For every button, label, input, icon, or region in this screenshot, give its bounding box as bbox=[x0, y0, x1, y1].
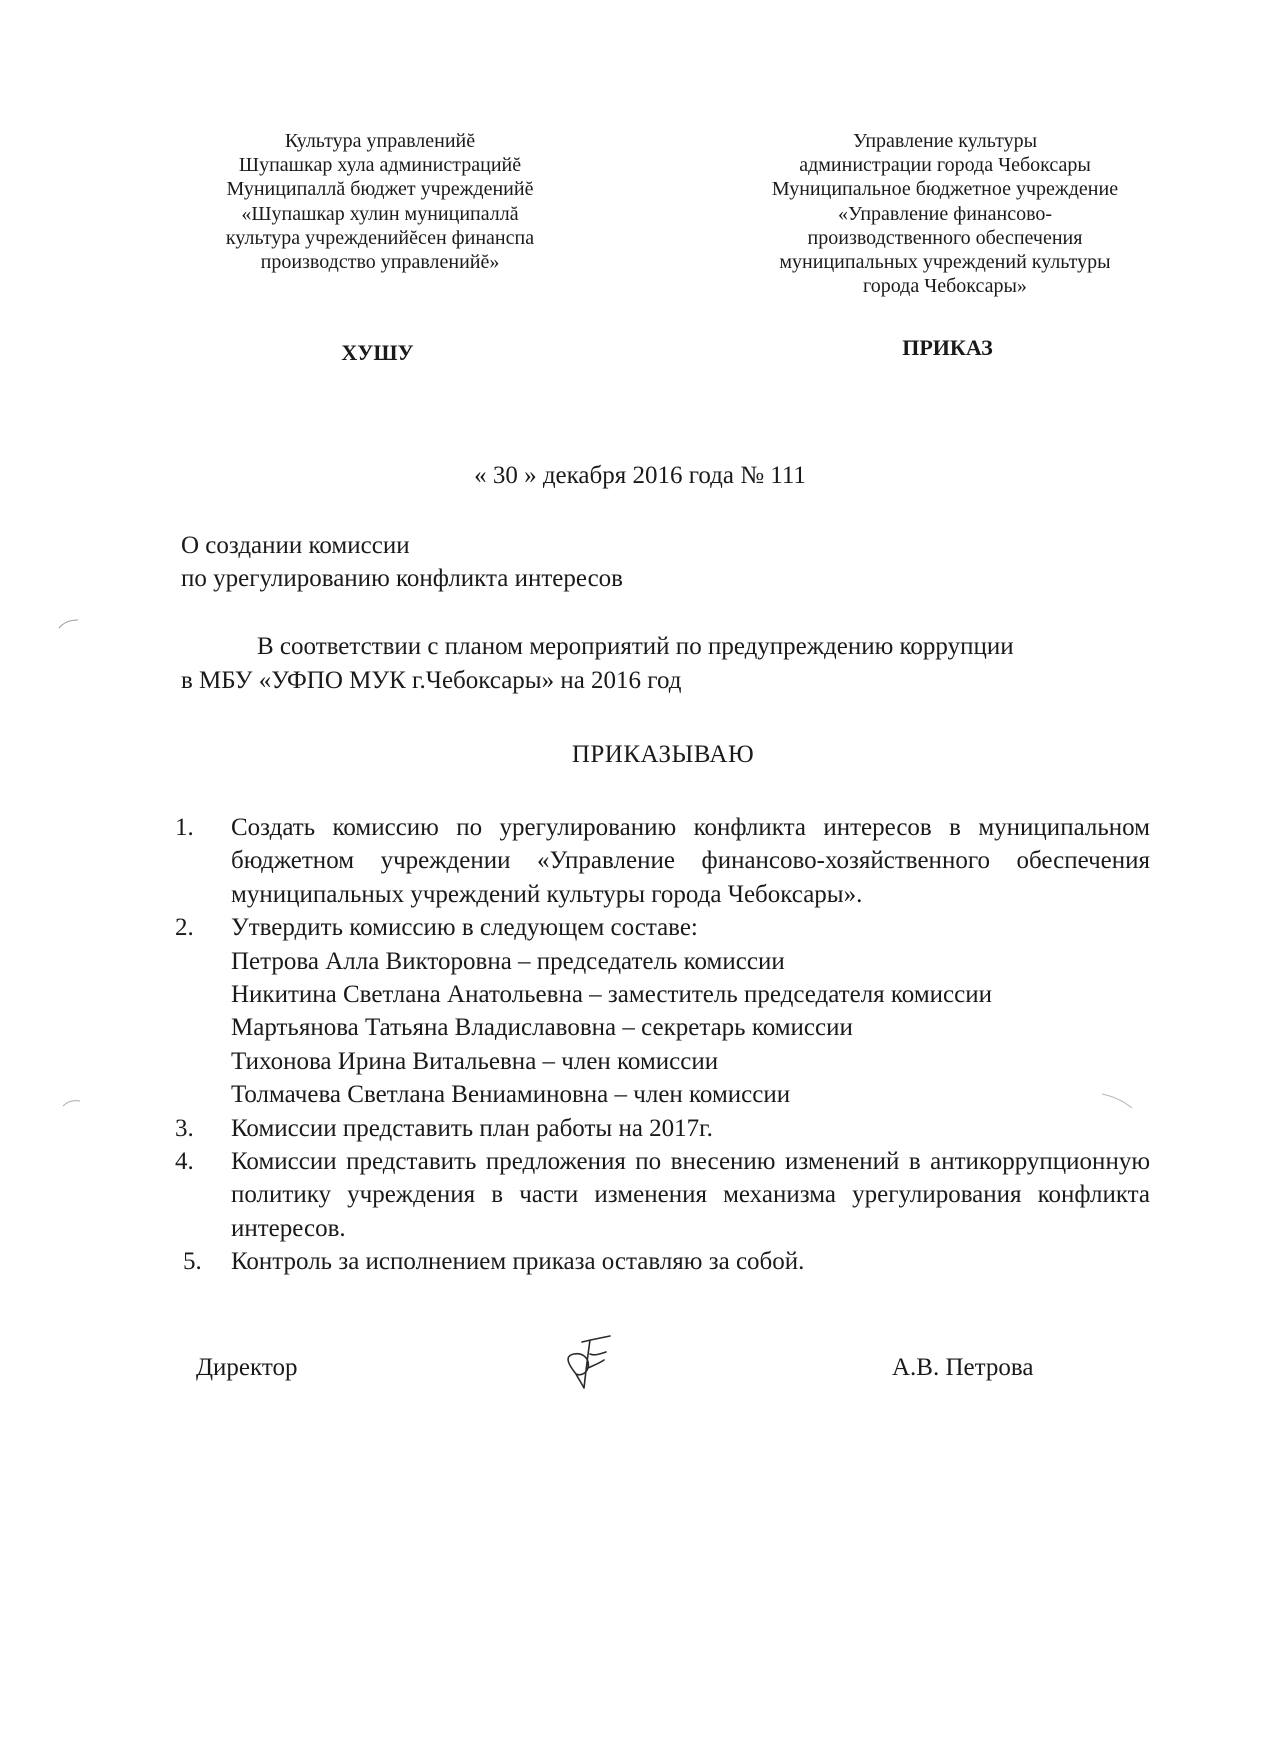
header-line: города Чебоксары» bbox=[863, 275, 1027, 298]
header-line: производственного обеспечения bbox=[807, 226, 1083, 249]
document-type-chuvash: ХУШУ bbox=[341, 340, 414, 365]
preamble bbox=[181, 630, 1151, 698]
header-line: Управление культуры bbox=[852, 130, 1038, 152]
subject-line: по урегулированию конфликта интересов bbox=[181, 565, 623, 592]
header-line: «Шупашкар хулин муниципаллă bbox=[241, 202, 519, 225]
scan-artifact bbox=[62, 1098, 82, 1108]
item-text: Комиссии представить предложения по внесению изменений в антикоррупционную политику учреждения в части изменения механизма урегулирования конфликта интересов. bbox=[231, 1148, 1150, 1242]
item-number: 4. bbox=[175, 1148, 194, 1176]
item-number: 1. bbox=[175, 814, 194, 841]
subject-line: О создании комиссии bbox=[181, 532, 410, 559]
signature-block bbox=[0, 1348, 1275, 1388]
item-number: 3. bbox=[175, 1114, 194, 1142]
handwritten-signature bbox=[560, 1334, 620, 1392]
signer-name: А.В. Петрова bbox=[892, 1354, 1034, 1381]
commission-member: Тихонова Ирина Витальевна – член комиссии bbox=[231, 1047, 719, 1075]
item-text: Утвердить комиссию в следующем составе: bbox=[231, 914, 698, 942]
header-line: Муниципальное бюджетное учреждение bbox=[771, 178, 1119, 201]
scan-artifact bbox=[1100, 1090, 1134, 1110]
document-date-number: « 30 » декабря 2016 года № 111 bbox=[474, 462, 806, 489]
list-item bbox=[175, 1112, 1150, 1145]
commission-member: Петрова Алла Викторовна – председатель комиссии bbox=[231, 947, 785, 975]
item-text: Комиссии представить план работы на 2017г. bbox=[231, 1114, 713, 1142]
header-russian-block bbox=[700, 129, 1190, 298]
list-item bbox=[175, 1145, 1150, 1245]
order-heading: ПРИКАЗЫВАЮ bbox=[571, 741, 755, 768]
item-number: 5. bbox=[183, 1248, 202, 1276]
commission-member: Толмачева Светлана Вениаминовна – член комиссии bbox=[231, 1081, 791, 1109]
header-line: муниципальных учреждений культуры bbox=[779, 251, 1111, 274]
document-subject bbox=[181, 529, 623, 595]
header-line: Культура управленийĕ bbox=[284, 130, 476, 152]
scan-artifact bbox=[58, 618, 80, 630]
header-line: Шупашкар хула администрацийĕ bbox=[238, 154, 522, 177]
item-text: Создать комиссию по урегулированию конфликта интересов в муниципальном бюджетном учреждении «Управление финансово-хозяйственного обеспечения муниципальных учреждений культуры города Чебоксары». bbox=[231, 814, 1150, 908]
document-type-russian: ПРИКАЗ bbox=[902, 335, 993, 360]
item-number: 2. bbox=[175, 914, 194, 942]
header-line: производство управленийĕ» bbox=[260, 251, 500, 274]
header-line: администрации города Чебоксары bbox=[799, 154, 1091, 177]
order-items-list bbox=[175, 811, 1150, 1279]
header-line: «Управление финансово- bbox=[837, 202, 1053, 225]
commission-member: Мартьянова Татьяна Владиславовна – секретарь комиссии bbox=[231, 1014, 853, 1042]
item-text: Контроль за исполнением приказа оставляю за собой. bbox=[231, 1248, 805, 1276]
signer-position: Директор bbox=[196, 1354, 298, 1381]
header-line: Муниципаллă бюджет учрежденийĕ bbox=[226, 178, 534, 201]
header-chuvash-block bbox=[170, 129, 590, 274]
list-item bbox=[175, 811, 1150, 911]
header-line: культура учрежденийĕсен финанспа bbox=[225, 226, 535, 249]
list-item bbox=[175, 911, 1150, 1111]
preamble-line: В соответствии с планом мероприятий по предупреждению коррупции bbox=[257, 633, 1014, 660]
commission-member: Никитина Светлана Анатольевна – заместитель председателя комиссии bbox=[231, 981, 992, 1009]
list-item bbox=[175, 1245, 1150, 1278]
preamble-line: в МБУ «УФПО МУК г.Чебоксары» на 2016 год bbox=[181, 667, 682, 694]
